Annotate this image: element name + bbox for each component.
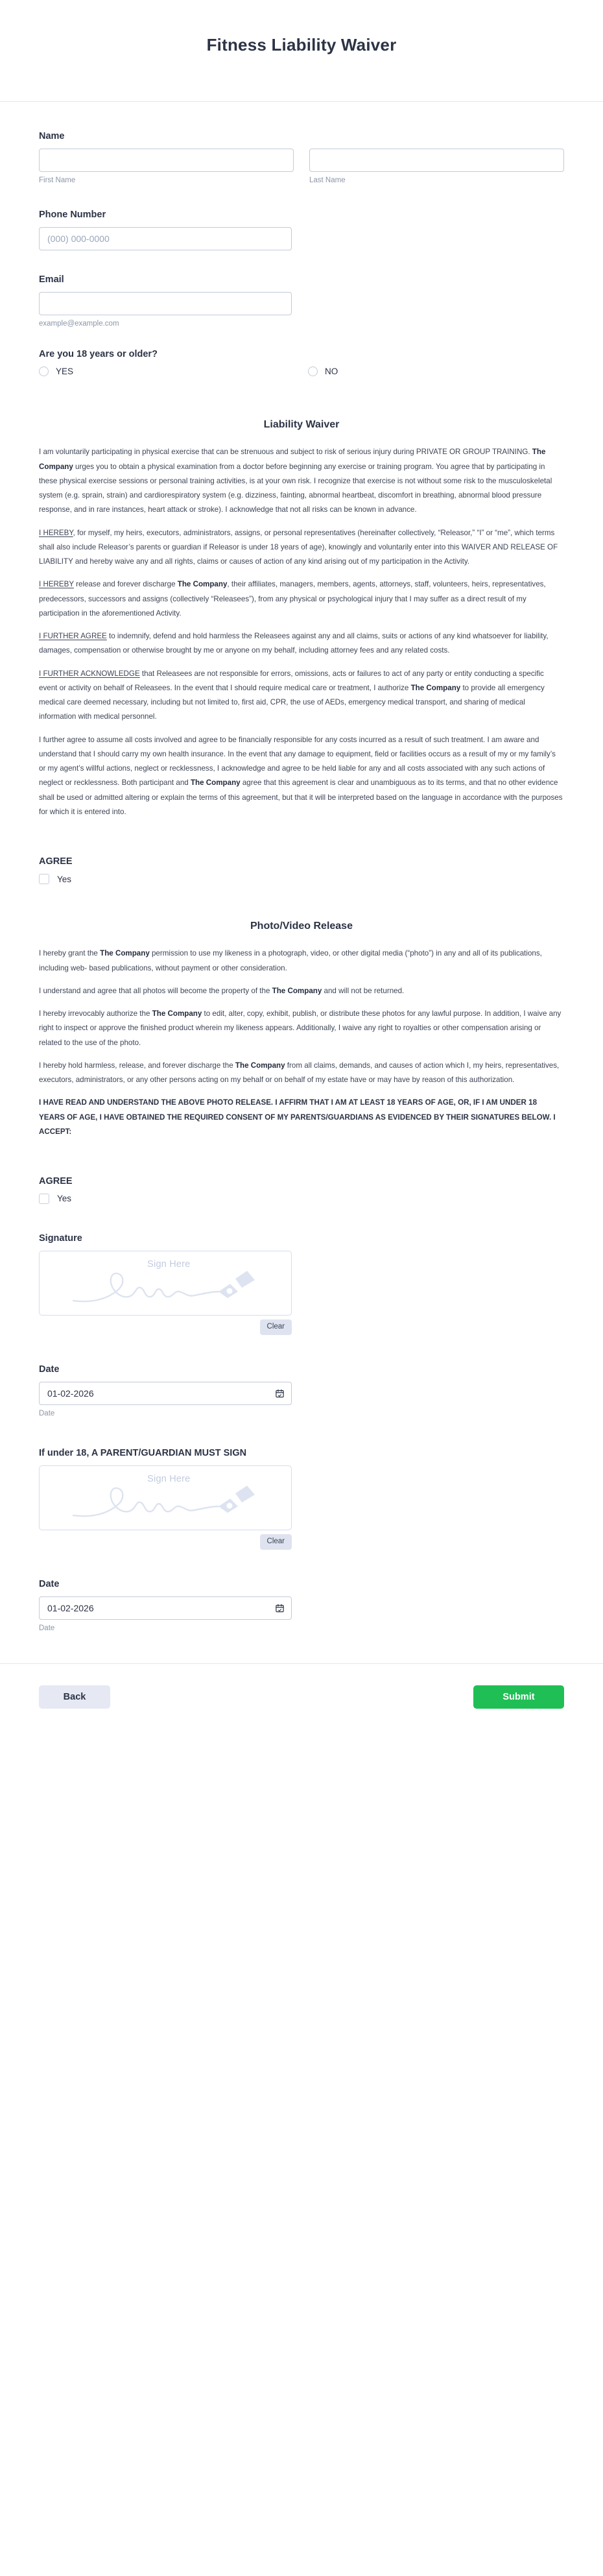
radio-circle-icon (39, 367, 49, 376)
form-body (0, 102, 603, 1633)
email-sublabel: example@example.com (39, 320, 119, 328)
checkbox-icon (39, 874, 49, 884)
last-name-input[interactable] (309, 149, 564, 172)
paragraph: I hereby hold harmless, release, and forever discharge the The Company from all claims, demands, and causes of action which I, my heirs, representatives, executors, administrators, or any other persons acting on my behalf or on behalf of my estate have or may have by reason of this authorization. (39, 1061, 560, 1084)
signature-pad[interactable] (39, 1251, 292, 1316)
email-label: Email (39, 274, 64, 285)
date-two-label: Date (39, 1579, 60, 1590)
radio-option-yes[interactable] (39, 367, 308, 376)
field-email (0, 274, 603, 329)
guardian-signature-pad[interactable] (39, 1465, 292, 1530)
form-header (0, 0, 603, 102)
paragraph: I FURTHER AGREE to indemnify, defend and hold harmless the Releasees against any and all claims, suits or actions of any kind whatsoever for liability, damages, compensation or otherwise brought by me or anyone on my behalf, including attorney fees and any related costs. (39, 632, 549, 655)
phone-label: Phone Number (39, 210, 106, 221)
email-input[interactable] (39, 292, 292, 315)
field-agree-photo (0, 1175, 603, 1204)
radio-label-yes: YES (56, 367, 74, 377)
paragraph: I further agree to assume all costs involved and agree to be financially responsible for any costs incurred as a result of such treatment. I am aware and understand that I should carry my own health insurance. In the event that any damage to equipment, field or facilities occurs as a result of my or my family’s or my agent’s willful actions, neglect or recklessness, I acknowledge and agree to be held liable for any and all costs associated with any such actions of neglect or recklessness. Both participant and The Company agree that this agreement is clear and unambiguous as to its terms, and that no other evidence shall be used or admitted altering or explain the terms of this agreement, but that it will be interpreted based on the language in accordance with the purposes for which it is entered into. (39, 735, 563, 816)
signature-hint-graphic (40, 1266, 291, 1307)
field-agree-waiver (0, 856, 603, 884)
signature-squiggle-icon (68, 1480, 263, 1522)
agree-waiver-checkbox-row[interactable] (39, 874, 564, 884)
date-one-sublabel: Date (39, 1410, 55, 1418)
last-name-sublabel: Last Name (309, 176, 346, 185)
name-row (39, 149, 564, 186)
guardian-signature-clear-row (39, 1534, 292, 1550)
liability-waiver-heading: Liability Waiver (263, 419, 340, 431)
paragraph: I understand and agree that all photos will become the property of the The Company and will not be returned. (39, 986, 405, 995)
first-name-col (39, 149, 294, 186)
agree-waiver-option-label: Yes (57, 874, 72, 884)
guardian-signature-hint-graphic (40, 1480, 291, 1522)
photo-release-heading: Photo/Video Release (250, 921, 353, 932)
signature-clear-button[interactable]: Clear (260, 1319, 292, 1335)
field-guardian-signature (0, 1447, 603, 1550)
field-age-question (0, 348, 603, 376)
date-two-sublabel: Date (39, 1624, 55, 1633)
radio-label-no: NO (325, 367, 338, 377)
guardian-signature-clear-button[interactable]: Clear (260, 1534, 292, 1550)
paragraph: I HEREBY release and forever discharge The Company, their affiliates, managers, members, agents, attorneys, staff, volunteers, heirs, representatives, predecessors, successors and assigns (collectively “Releasees”), from any physical or psychological injury that I may suffer as a direct result of my participation in the aforementioned Activity. (39, 580, 546, 618)
agree-waiver-label: AGREE (39, 856, 73, 867)
form-footer (0, 1664, 603, 1709)
field-date-two (0, 1578, 603, 1633)
date-one-label: Date (39, 1364, 60, 1375)
signature-placeholder-text: Sign Here (147, 1259, 191, 1270)
liability-waiver-text (0, 445, 603, 819)
phone-input[interactable] (39, 227, 292, 250)
back-button[interactable]: Back (39, 1685, 110, 1709)
age-question-label: Are you 18 years or older? (39, 349, 158, 360)
paragraph: I hereby irrevocably authorize the The Company to edit, alter, copy, exhibit, publish, or distribute these photos for any lawful purpose. In addition, I waive any right to inspect or approve the finished product wherein my likeness appears. Additionally, I waive any right to royalties or other compensation arising or related to the use of the photo. (39, 1009, 562, 1047)
last-name-col (309, 149, 564, 186)
field-phone (0, 209, 603, 250)
guardian-signature-label: If under 18, A PARENT/GUARDIAN MUST SIGN (39, 1448, 247, 1459)
signature-label: Signature (39, 1233, 82, 1244)
date-two-input[interactable] (39, 1596, 292, 1620)
date-two-wrapper (39, 1596, 292, 1620)
field-name (0, 130, 603, 186)
name-label: Name (39, 131, 65, 141)
signature-clear-row (39, 1319, 292, 1335)
paragraph: I HAVE READ AND UNDERSTAND THE ABOVE PHOTO RELEASE. I AFFIRM THAT I AM AT LEAST 18 YEARS OF AGE, OR, IF I AM UNDER 18 YEARS OF AGE, I HAVE OBTAINED THE REQUIRED CONSENT OF MY PARENTS/GUARDIANS AS EVIDENCED BY THEIR SIGNATURES BELOW. I ACCEPT: (39, 1098, 556, 1136)
paragraph: I HEREBY, for myself, my heirs, executors, administrators, assigns, or personal representatives (hereinafter collectively, “Releasor,” “I” or “me”, which terms shall also include Releasor’s parents or guardian if Releasor is under 18 years of age), knowingly and voluntarily enter into this WAIVER AND RELEASE OF LIABILITY and hereby waive any and all rights, claims or causes of action of any kind arising out of my participation in the Activity. (39, 528, 558, 566)
signature-squiggle-icon (68, 1266, 263, 1307)
radio-option-no[interactable] (308, 367, 338, 376)
paragraph: I FURTHER ACKNOWLEDGE that Releasees are not responsible for errors, omissions, acts or failures to act of any party or entity conducting a specific event or activity on behalf of Releasees. In the event that I should require medical care or treatment, I authorize The Company to provide all emergency medical care deemed necessary, including but not limited to, first aid, CPR, the use of AEDs, emergency medical transport, and sharing of medical information with medical personnel. (39, 669, 545, 721)
checkbox-icon (39, 1194, 49, 1204)
field-signature (0, 1233, 603, 1335)
radio-circle-icon (308, 367, 318, 376)
page-title: Fitness Liability Waiver (206, 34, 397, 54)
submit-button[interactable]: Submit (473, 1685, 564, 1709)
age-radio-group (39, 367, 564, 376)
date-one-wrapper (39, 1382, 292, 1405)
photo-release-text (0, 946, 603, 1139)
paragraph: I hereby grant the The Company permission to use my likeness in a photograph, video, or other digital media (“photo”) in any and all of its publications, including web- based publications, without payment or other consideration. (39, 949, 542, 972)
first-name-sublabel: First Name (39, 176, 76, 185)
agree-photo-option-label: Yes (57, 1194, 72, 1204)
field-date-one (0, 1364, 603, 1419)
guardian-signature-placeholder-text: Sign Here (147, 1474, 191, 1485)
agree-photo-checkbox-row[interactable] (39, 1194, 564, 1204)
agree-photo-label: AGREE (39, 1176, 73, 1186)
date-one-input[interactable] (39, 1382, 292, 1405)
first-name-input[interactable] (39, 149, 294, 172)
paragraph: I am voluntarily participating in physical exercise that can be strenuous and subject to risk of serious injury during PRIVATE OR GROUP TRAINING. The Company urges you to obtain a physical examination from a doctor before beginning any exercise or training program. You agree that by participating in these physical exercise sessions or personal training activities, is at your own risk. I recognize that exercise is not without some risk to the musculoskeletal system (e.g. sprain, strain) and cardiorespiratory system (e.g. dizziness, fainting, abnormal heartbeat, discomfort in breathing, abnormal blood pressure response, and in rare instances, heart attack or stroke). I acknowledge that not all risks can be known in advance. (39, 448, 552, 514)
